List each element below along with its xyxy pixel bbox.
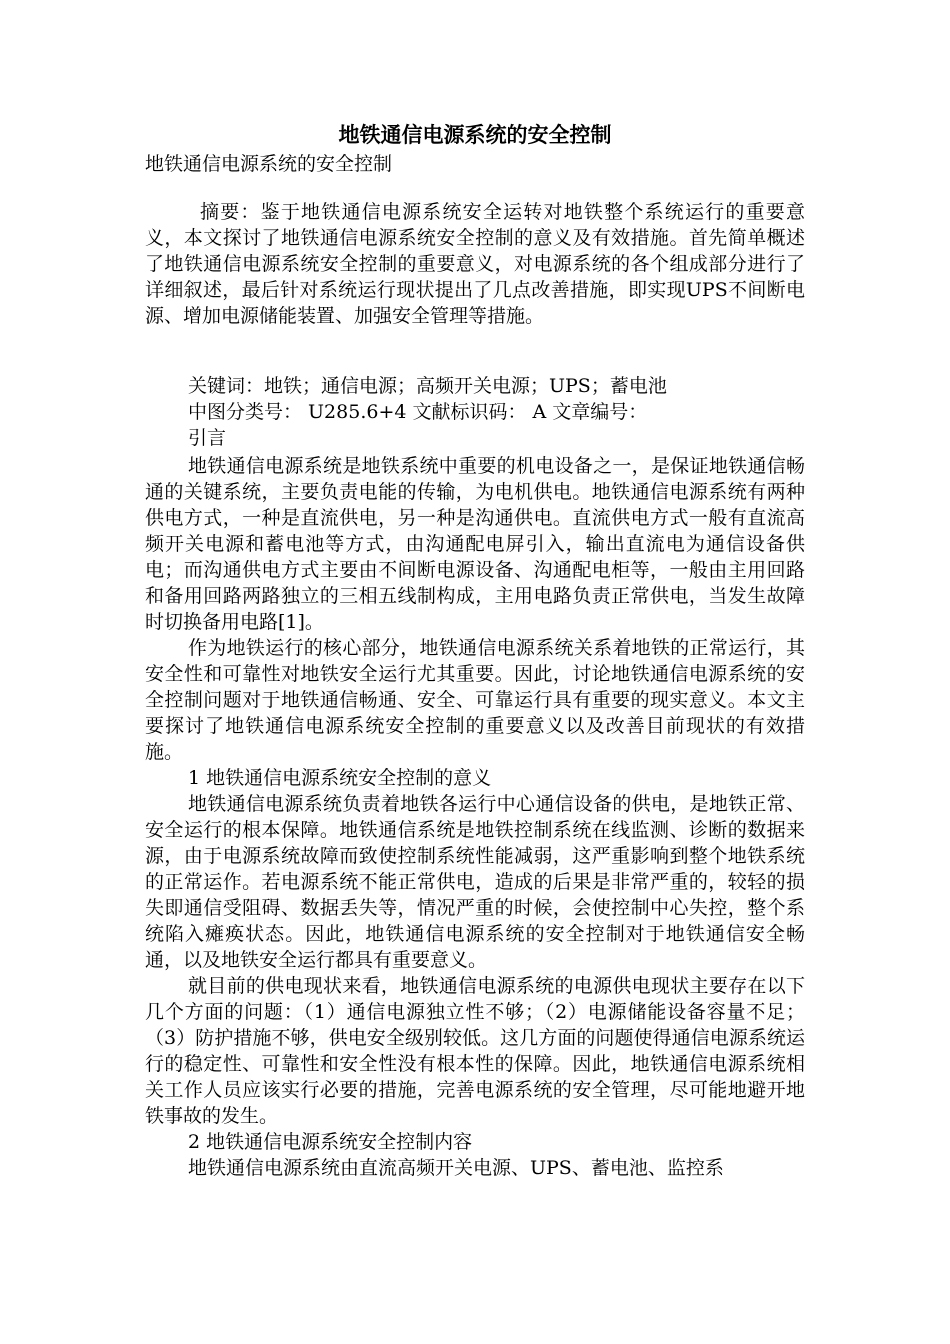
section-heading: 1 地铁通信电源系统安全控制的意义	[188, 767, 492, 789]
keywords-line: 关键词：地铁；通信电源；高频开关电源；UPS；蓄电池	[188, 375, 667, 397]
section-paragraph: 地铁通信电源系统由直流高频开关电源、UPS、蓄电池、监控系	[188, 1157, 724, 1179]
section-heading: 2 地铁通信电源系统安全控制内容	[188, 1131, 473, 1153]
section-paragraph: 就目前的供电现状来看，地铁通信电源系统的电源供电现状主要存在以下几个方面的问题：（1）通信电源独立性不够；（2）电源储能设备容量不足；（3）防护措施不够，供电安全级别较低。这几方面的问题使得通信电源系统运行的稳定性、可靠性和安全性没有根本性的保障。因此，地铁通信电源系统相关工作人员应该实行必要的措施，完善电源系统的安全管理，尽可能地避开地铁事故的发生。	[145, 975, 805, 1127]
abstract-paragraph: 摘要：鉴于地铁通信电源系统安全运转对地铁整个系统运行的重要意义，本文探讨了地铁通信电源系统安全控制的意义及有效措施。首先简单概述了地铁通信电源系统安全控制的重要意义，对电源系统的各个组成部分进行了详细叙述，最后针对系统运行现状提出了几点改善措施，即实现UPS不间断电源、增加电源储能装置、加强安全管理等措施。	[145, 201, 805, 327]
document-title: 地铁通信电源系统的安全控制	[338, 122, 612, 147]
section-paragraph: 地铁通信电源系统负责着地铁各运行中心通信设备的供电，是地铁正常、安全运行的根本保障。地铁通信系统是地铁控制系统在线监测、诊断的数据来源，由于电源系统故障而致使控制系统性能减弱，这严重影响到整个地铁系统的正常运作。若电源系统不能正常供电，造成的后果是非常严重的，较轻的损失即通信受阻碍、数据丢失等，情况严重的时候，会使控制中心失控，整个系统陷入瘫痪状态。因此，地铁通信电源系统的安全控制对于地铁通信安全畅通，以及地铁安全运行都具有重要意义。	[145, 793, 805, 971]
intro-heading: 引言	[188, 427, 227, 449]
body-text	[145, 453, 805, 1181]
classification-line: 中图分类号： U285.6+4 文献标识码： A 文章编号：	[188, 401, 648, 423]
intro-paragraph: 作为地铁运行的核心部分，地铁通信电源系统关系着地铁的正常运行，其安全性和可靠性对地铁安全运行尤其重要。因此，讨论地铁通信电源系统的安全控制问题对于地铁通信畅通、安全、可靠运行具有重要的现实意义。本文主要探讨了地铁通信电源系统安全控制的重要意义以及改善目前现状的有效措施。	[145, 637, 805, 763]
document-subtitle: 地铁通信电源系统的安全控制	[145, 153, 393, 175]
intro-paragraph: 地铁通信电源系统是地铁系统中重要的机电设备之一，是保证地铁通信畅通的关键系统，主要负责电能的传输，为电机供电。地铁通信电源系统有两种供电方式，一种是直流供电，另一种是沟通供电。直流供电方式一般有直流高频开关电源和蓄电池等方式，由沟通配电屏引入，输出直流电为通信设备供电；而沟通供电方式主要由不间断电源设备、沟通配电柜等，一般由主用回路和备用回路两路独立的三相五线制构成，主用电路负责正常供电，当发生故障时切换备用电路[1]。	[145, 455, 805, 633]
